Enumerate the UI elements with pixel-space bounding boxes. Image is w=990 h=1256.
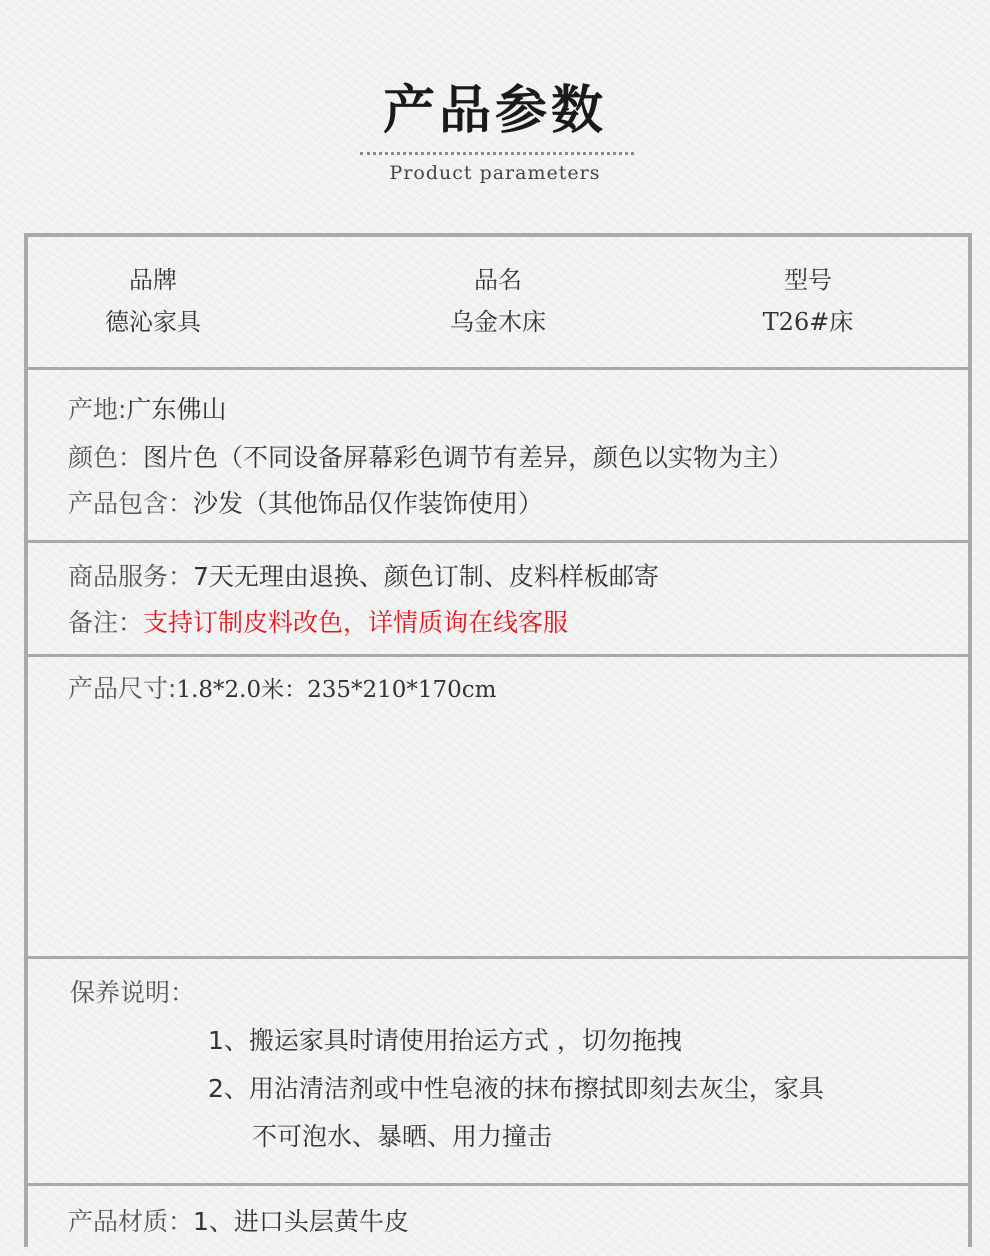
size-label: 产品尺寸: xyxy=(68,674,177,703)
care-line xyxy=(70,975,195,1011)
origin-value: 广东佛山 xyxy=(126,395,227,424)
care-item-2: 2、用沾清洁剂或中性皂液的抹布擦拭即刻去灰尘，家具 xyxy=(208,1074,824,1103)
product-name-label: 品名 xyxy=(474,266,522,294)
care-label: 保养说明： xyxy=(70,978,196,1007)
note-line xyxy=(68,605,568,641)
service-label: 商品服务： xyxy=(68,562,194,591)
color-value: 图片色（不同设备屏幕彩色调节有差异，颜色以实物为主） xyxy=(143,443,794,472)
service-row xyxy=(28,543,968,657)
material-label: 产品材质： xyxy=(68,1207,194,1236)
page-header xyxy=(0,0,990,230)
page-title: 产品参数 xyxy=(382,81,607,141)
model-value: T26#床 xyxy=(762,308,854,336)
product-name-cell xyxy=(403,259,593,343)
includes-value: 沙发（其他饰品仅作装饰使用） xyxy=(193,489,544,518)
color-line xyxy=(68,440,793,476)
size-value: 1.8*2.0米：235*210*170cm xyxy=(176,677,497,703)
material-row xyxy=(28,1186,968,1256)
product-name-value: 乌金木床 xyxy=(450,308,546,336)
note-value: 支持订制皮料改色，详情质询在线客服 xyxy=(143,608,569,637)
page-subtitle: Product parameters xyxy=(389,162,601,184)
note-label: 备注： xyxy=(68,608,144,637)
service-value: 7天无理由退换、颜色订制、皮料样板邮寄 xyxy=(193,562,659,591)
model-label: 型号 xyxy=(784,266,832,294)
material-value: 1、进口头层黄牛皮 xyxy=(193,1207,409,1236)
service-line xyxy=(68,559,659,595)
basic-info-row xyxy=(28,370,968,543)
origin-label: 产地: xyxy=(68,395,127,424)
includes-line xyxy=(68,486,543,522)
parameter-table xyxy=(24,233,972,1247)
care-row xyxy=(28,959,968,1186)
size-line xyxy=(68,671,496,708)
includes-label: 产品包含： xyxy=(68,489,194,518)
origin-line xyxy=(68,392,226,428)
summary-row xyxy=(28,237,968,370)
size-row xyxy=(28,657,968,959)
brand-label: 品牌 xyxy=(129,266,177,294)
care-item-2-continued: 不可泡水、暴晒、用力撞击 xyxy=(252,1122,553,1151)
title-divider xyxy=(360,152,634,155)
model-cell xyxy=(718,259,898,343)
brand-cell xyxy=(58,259,248,343)
brand-value: 德沁家具 xyxy=(105,308,201,336)
color-label: 颜色： xyxy=(68,443,144,472)
care-item-1: 1、搬运家具时请使用抬运方式 ，切勿拖拽 xyxy=(208,1026,682,1055)
